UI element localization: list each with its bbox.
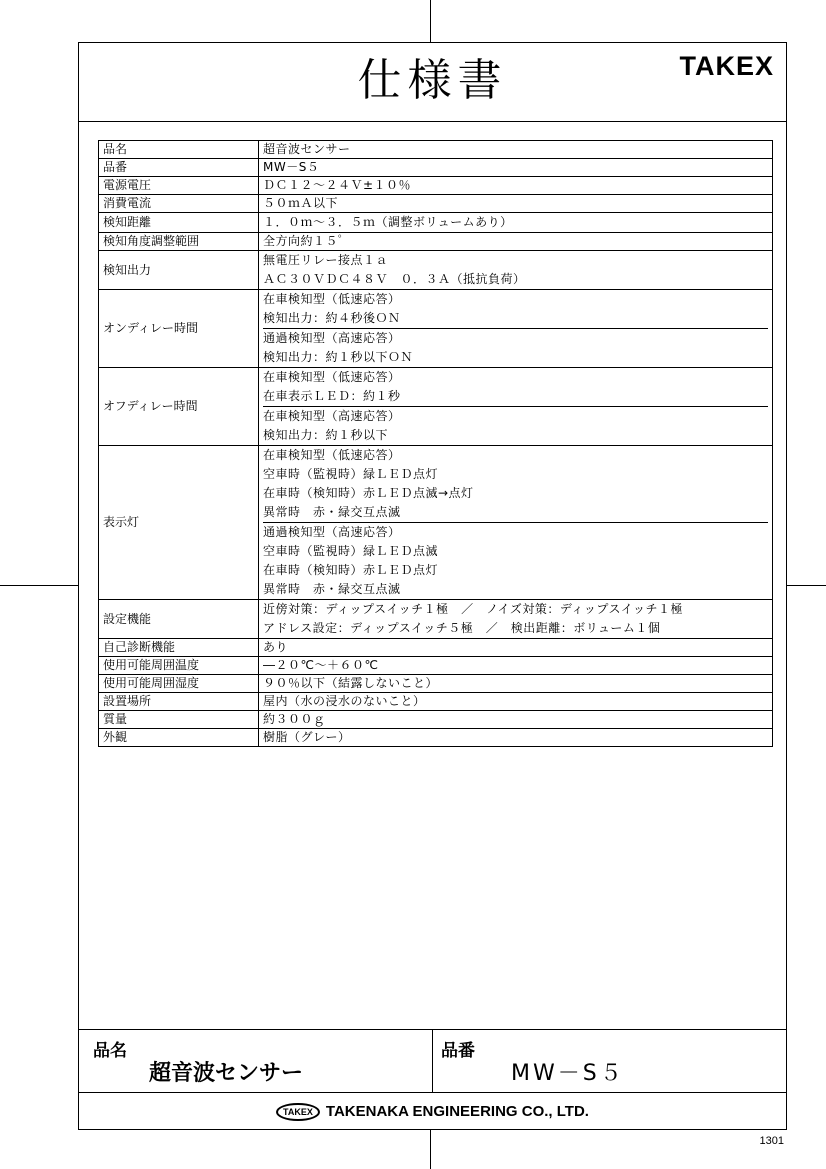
row-label: 設定機能	[99, 600, 259, 639]
row-value	[259, 290, 773, 368]
row-value: ９０％以下（結露しないこと）	[259, 675, 773, 693]
crop-mark-bottom	[430, 1130, 431, 1169]
row-value	[259, 600, 773, 639]
row-value: あり	[259, 639, 773, 657]
row-label: 検知出力	[99, 251, 259, 290]
row-label: 表示灯	[99, 446, 259, 600]
row-label: 検知距離	[99, 213, 259, 233]
spec-table	[98, 140, 773, 747]
table-row	[99, 233, 773, 251]
row-label: 質量	[99, 711, 259, 729]
table-row	[99, 446, 773, 600]
title-band	[79, 43, 786, 122]
row-value: 樹脂（グレー）	[259, 729, 773, 747]
value-line: 検知出力：約４秒後ＯＮ	[263, 311, 401, 325]
table-row	[99, 368, 773, 446]
footer-name-label: 品名	[93, 1041, 127, 1061]
table-row	[99, 159, 773, 177]
row-value: ５０ｍＡ以下	[259, 195, 773, 213]
footer-model-cell	[433, 1030, 786, 1092]
value-line: 在車時（検知時）赤ＬＥＤ点滅→点灯	[263, 486, 474, 500]
spec-sheet	[78, 42, 787, 1130]
table-row	[99, 639, 773, 657]
footer-model-value: MW－S５	[511, 1061, 625, 1086]
value-line: 無電圧リレー接点１ａ	[263, 253, 389, 267]
crop-mark-left	[0, 585, 78, 586]
crop-mark-right	[787, 585, 826, 586]
table-row	[99, 693, 773, 711]
document-title: 仕様書	[357, 55, 508, 106]
row-value	[259, 446, 773, 600]
company-row	[79, 1093, 786, 1130]
crop-mark-top	[430, 0, 431, 42]
value-line: 在車検知型（高速応答）	[263, 406, 768, 426]
company-logo-icon: TAKEX	[276, 1103, 320, 1121]
value-line: ＡＣ３０ＶＤＣ４８Ｖ ０．３Ａ（抵抗負荷）	[263, 272, 526, 286]
row-label: 使用可能周囲湿度	[99, 675, 259, 693]
table-row	[99, 675, 773, 693]
row-label: 使用可能周囲温度	[99, 657, 259, 675]
footer-product-row	[79, 1030, 786, 1093]
value-line: 在車時（検知時）赤ＬＥＤ点灯	[263, 563, 439, 577]
brand-logo: TAKEX	[679, 51, 774, 81]
table-row	[99, 711, 773, 729]
table-row	[99, 600, 773, 639]
footer-name-cell	[79, 1030, 433, 1092]
table-row	[99, 290, 773, 368]
footer-model-label: 品番	[441, 1041, 475, 1061]
row-label: 検知角度調整範囲	[99, 233, 259, 251]
value-line: 空車時（監視時）緑ＬＥＤ点滅	[263, 544, 439, 558]
row-label: オフディレー時間	[99, 368, 259, 446]
value-line: 異常時 赤・緑交互点滅	[263, 505, 401, 519]
value-line: 検知出力：約１秒以下	[263, 428, 389, 442]
row-label: 設置場所	[99, 693, 259, 711]
page-number: 1301	[759, 1135, 784, 1147]
row-value: 屋内（水の浸水のないこと）	[259, 693, 773, 711]
value-line: 異常時 赤・緑交互点滅	[263, 582, 401, 596]
row-label: 電源電圧	[99, 177, 259, 195]
table-row	[99, 195, 773, 213]
row-value: ＤＣ１２～２４Ｖ±１０％	[259, 177, 773, 195]
row-label: 品番	[99, 159, 259, 177]
value-line: 在車検知型（低速応答）	[263, 370, 401, 384]
value-line: 在車表示ＬＥＤ：約１秒	[263, 389, 401, 403]
row-value: ―２０℃～＋６０℃	[259, 657, 773, 675]
row-value	[259, 368, 773, 446]
row-value: 約３００ｇ	[259, 711, 773, 729]
row-value: １．０ｍ～３．５ｍ（調整ボリュームあり）	[259, 213, 773, 233]
footer	[79, 1029, 786, 1130]
row-value: 超音波センサー	[259, 141, 773, 159]
value-line: アドレス設定：ディップスイッチ５極 ／ 検出距離：ボリューム１個	[263, 621, 661, 635]
table-row	[99, 251, 773, 290]
value-line: 通過検知型（高速応答）	[263, 328, 768, 348]
table-row	[99, 141, 773, 159]
value-line: 在車検知型（低速応答）	[263, 448, 401, 462]
footer-name-value: 超音波センサー	[149, 1061, 304, 1086]
value-line: 通過検知型（高速応答）	[263, 522, 768, 542]
value-line: 空車時（監視時）緑ＬＥＤ点灯	[263, 467, 439, 481]
value-line: 検知出力：約１秒以下ＯＮ	[263, 350, 414, 364]
row-label: 品名	[99, 141, 259, 159]
value-line: 在車検知型（低速応答）	[263, 292, 401, 306]
row-value	[259, 251, 773, 290]
table-row	[99, 177, 773, 195]
row-value: MW－S５	[259, 159, 773, 177]
row-label: オンディレー時間	[99, 290, 259, 368]
row-label: 外観	[99, 729, 259, 747]
row-label: 自己診断機能	[99, 639, 259, 657]
table-row	[99, 213, 773, 233]
value-line: 近傍対策：ディップスイッチ１極 ／ ノイズ対策：ディップスイッチ１極	[263, 602, 683, 616]
table-row	[99, 729, 773, 747]
company-name: TAKENAKA ENGINEERING CO., LTD.	[325, 1103, 589, 1120]
row-value: 全方向約１５゜	[259, 233, 773, 251]
row-label: 消費電流	[99, 195, 259, 213]
table-row	[99, 657, 773, 675]
